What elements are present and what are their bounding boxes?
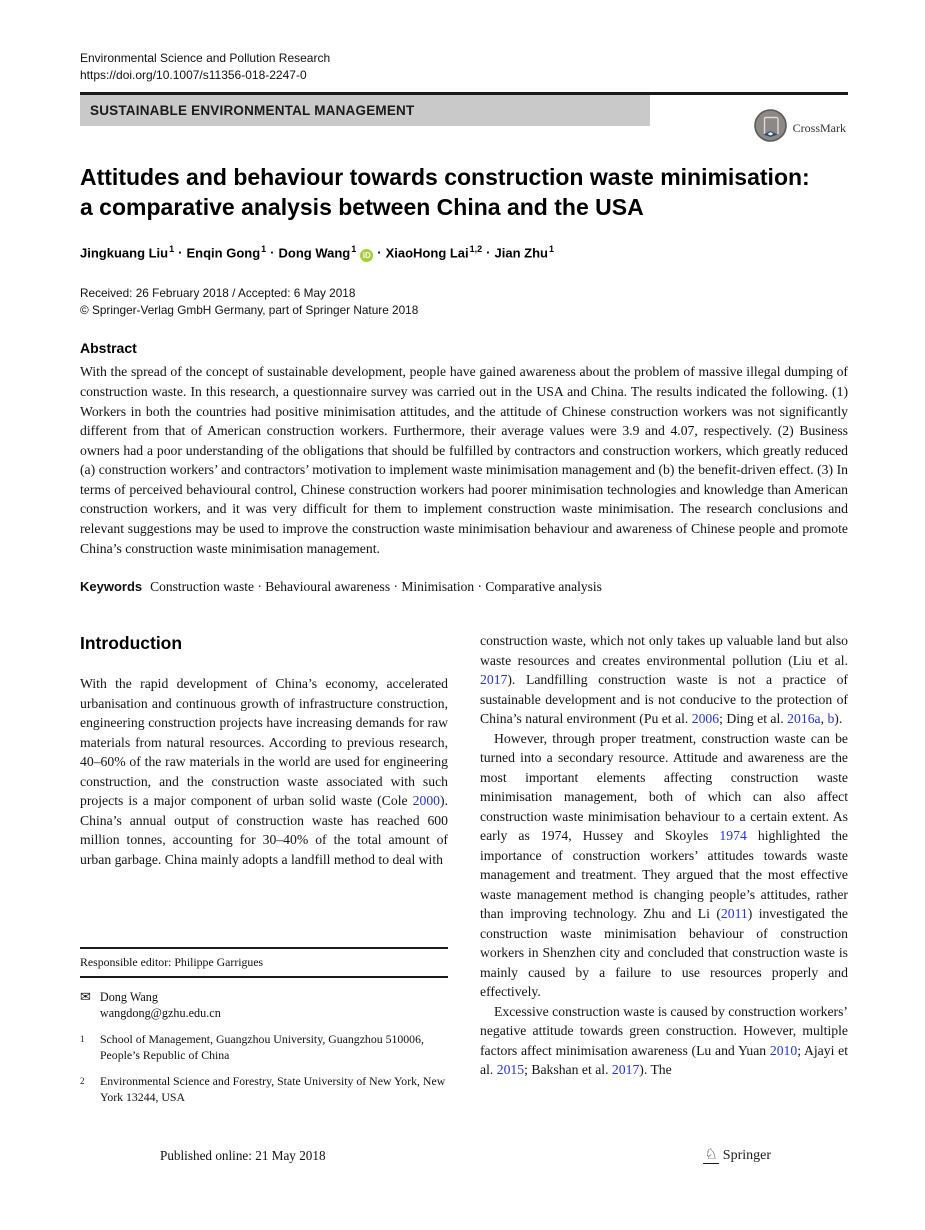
affiliation-list	[80, 1032, 448, 1105]
article-title	[80, 163, 848, 222]
footnote-rule-bottom	[80, 976, 448, 978]
text-segment: ; Bakshan et al.	[524, 1062, 612, 1078]
author-affiliation-sup: 1	[351, 244, 357, 254]
body-paragraph	[480, 631, 848, 729]
author-separator: ·	[178, 245, 183, 261]
author-name: Dong Wang	[278, 245, 351, 261]
corresponding-author-name: Dong Wang	[99, 990, 158, 1005]
text-segment: With the rapid development of China’s economy, accelerated urbanisation and continuous growth of infrastructure construction, engineering construction projects have increasing demands for raw materials from natural resources. According to previous research, 40–60% of the raw materials in the world are used for engineering construction, and the construction waste associated with such projects is a major component of urban solid waste (Cole	[80, 676, 448, 809]
published-online: Published online: 21 May 2018	[160, 1148, 326, 1163]
affiliation-row	[80, 1074, 448, 1105]
author-affiliation-sup: 1	[169, 244, 175, 254]
article-history	[80, 285, 848, 318]
springer-horse-icon: ♘	[704, 1147, 718, 1163]
corresponding-author	[80, 989, 448, 1021]
author-affiliation-sup: 1	[261, 244, 267, 254]
citation-link[interactable]: 2011	[720, 906, 748, 922]
two-column-body	[80, 631, 848, 1105]
copyright-line: © Springer-Verlag GmbH Germany, part of Springer Nature 2018	[80, 302, 419, 317]
citation-link[interactable]: 2016a	[787, 711, 821, 727]
section-banner: SUSTAINABLE ENVIRONMENTAL MANAGEMENT	[80, 95, 650, 126]
keywords-text: Construction waste · Behavioural awareness · Minimisation · Comparative analysis	[150, 579, 602, 595]
springer-logo	[703, 1148, 771, 1164]
author-separator: ·	[270, 245, 275, 261]
responsible-editor: Responsible editor: Philippe Garrigues	[80, 955, 264, 970]
crossmark-icon	[753, 108, 788, 148]
journal-name: Environmental Science and Pollution Research	[80, 51, 331, 65]
text-segment: ) investigated the construction waste minimisation behaviour of construction workers in Shenzhen city and concluded that construction waste is mainly caused by a failure to use resources properly and effectively.	[480, 906, 849, 1000]
text-segment: ,	[820, 711, 828, 727]
citation-link[interactable]: 2006	[691, 711, 720, 727]
affiliation-sup: 2	[80, 1076, 85, 1087]
crossmark-badge[interactable]	[753, 108, 846, 148]
text-segment: ). Landfilling construction waste is not a practice of sustainable development and is not conducive to the protection of China’s natural environment (Pu et al.	[480, 672, 848, 727]
article-page	[80, 0, 848, 1230]
author-name: Jian Zhu	[494, 245, 548, 261]
affiliation-text: Environmental Science and Forestry, State University of New York, New York 13244, USA	[100, 1074, 446, 1104]
body-paragraph	[480, 729, 848, 1002]
orcid-icon[interactable]: iD	[360, 249, 373, 262]
abstract-section	[80, 340, 848, 558]
text-segment: ). The	[639, 1062, 672, 1078]
affiliation-row	[80, 1032, 448, 1063]
envelope-icon: ✉	[80, 989, 91, 1005]
text-segment: ; Ding et al.	[719, 711, 788, 727]
crossmark-label: CrossMark	[792, 120, 846, 135]
text-segment: ). China’s annual output of construction waste has reached 600 million tonnes, accounting for 30–40% of the total amount of urban garbage. China mainly adopts a landfill method to deal with	[80, 793, 448, 867]
affiliation-text: School of Management, Guangzhou University, Guangzhou 510006, People’s Republic of China	[100, 1032, 424, 1062]
author-list	[80, 244, 848, 262]
text-segment: Excessive construction waste is caused by construction workers’ negative attitude towards green construction. However, multiple factors affect minimisation awareness (Lu and Yuan	[480, 1003, 848, 1058]
right-column	[480, 631, 848, 1105]
citation-link[interactable]: 2010	[769, 1042, 798, 1058]
text-segment: However, through proper treatment, construction waste can be turned into a secondary resource. Attitude and awareness are the most important elements affecting construction waste minimisation management, both of which can also affect construction waste minimisation behaviour to a certain extent. As early as 1974, Hussey and Skoyles	[480, 730, 848, 844]
keywords-heading: Keywords	[80, 579, 143, 595]
affiliation-sup: 1	[80, 1034, 85, 1045]
page-footer	[160, 1148, 771, 1164]
footnote-block	[80, 947, 448, 1105]
citation-link[interactable]: 2017	[480, 672, 508, 688]
text-segment: ).	[834, 711, 843, 727]
text-segment: construction waste, which not only takes up valuable land but also waste resources and creates environmental pollution (Liu et al.	[480, 633, 848, 668]
title-line-2: a comparative analysis between China and the USA	[80, 193, 644, 220]
citation-link[interactable]: 1974	[719, 828, 747, 844]
corresponding-author-details	[100, 989, 221, 1021]
author-name: Jingkuang Liu	[80, 245, 169, 261]
author-name: Enqin Gong	[186, 245, 261, 261]
springer-logo-text: Springer	[722, 1148, 771, 1163]
keywords-line	[80, 579, 848, 595]
author-separator: ·	[486, 245, 491, 261]
journal-header	[80, 0, 848, 84]
author-name: XiaoHong Lai	[385, 245, 469, 261]
introduction-heading: Introduction	[80, 633, 183, 654]
intro-paragraph	[80, 674, 448, 869]
author-separator: ·	[377, 245, 382, 261]
citation-link[interactable]: 2015	[496, 1062, 525, 1078]
doi-text: https://doi.org/10.1007/s11356-018-2247-0	[80, 68, 307, 82]
citation-link[interactable]: b	[827, 711, 835, 727]
received-accepted: Received: 26 February 2018 / Accepted: 6 May 2018	[80, 286, 356, 301]
left-column	[80, 631, 448, 1105]
citation-link[interactable]: 2000	[412, 793, 441, 809]
abstract-heading: Abstract	[80, 340, 137, 357]
text-segment: ; Ajayi et al.	[480, 1042, 849, 1078]
title-line-1: Attitudes and behaviour towards construction waste minimisation:	[80, 164, 810, 190]
abstract-text: With the spread of the concept of sustainable development, people have gained awareness about the problem of massive illegal dumping of construction waste. In this research, a questionnaire survey was carried out in the USA and China. The results indicated the following. (1) Workers in both the countries had positive minimisation attitudes, and the attitude of Chinese construction workers was not significantly different from that of American construction workers. Furthermore, their average values were 3.9 and 4.07, respectively. (2) Business owners had a poor understanding of the obligations that should be fulfilled by contractors and construction workers, which greatly reduced (a) construction workers’ and contractors’ motivation to implement waste minimisation management and (b) the benefit-driven effect. (3) In terms of perceived behavioural control, Chinese construction workers had poorer minimisation technologies and knowledge than American construction workers, and it was very difficult for them to implement construction waste minimisation. The research conclusions and relevant suggestions may be used to improve the construction waste minimisation behaviour and awareness of Chinese people and promote China’s construction waste minimisation management.	[80, 364, 848, 556]
author-affiliation-sup: 1,2	[469, 244, 483, 254]
citation-link[interactable]: 2017	[611, 1062, 640, 1078]
body-paragraph	[480, 1002, 848, 1080]
author-affiliation-sup: 1	[548, 244, 554, 254]
text-segment: highlighted the importance of construction workers’ attitudes towards waste management and treatment. They argued that the most effective waste management method is changing people’s attitudes, rather than improving technology. Zhu and Li (	[480, 828, 848, 922]
corresponding-author-email[interactable]: wangdong@gzhu.edu.cn	[99, 1006, 221, 1021]
